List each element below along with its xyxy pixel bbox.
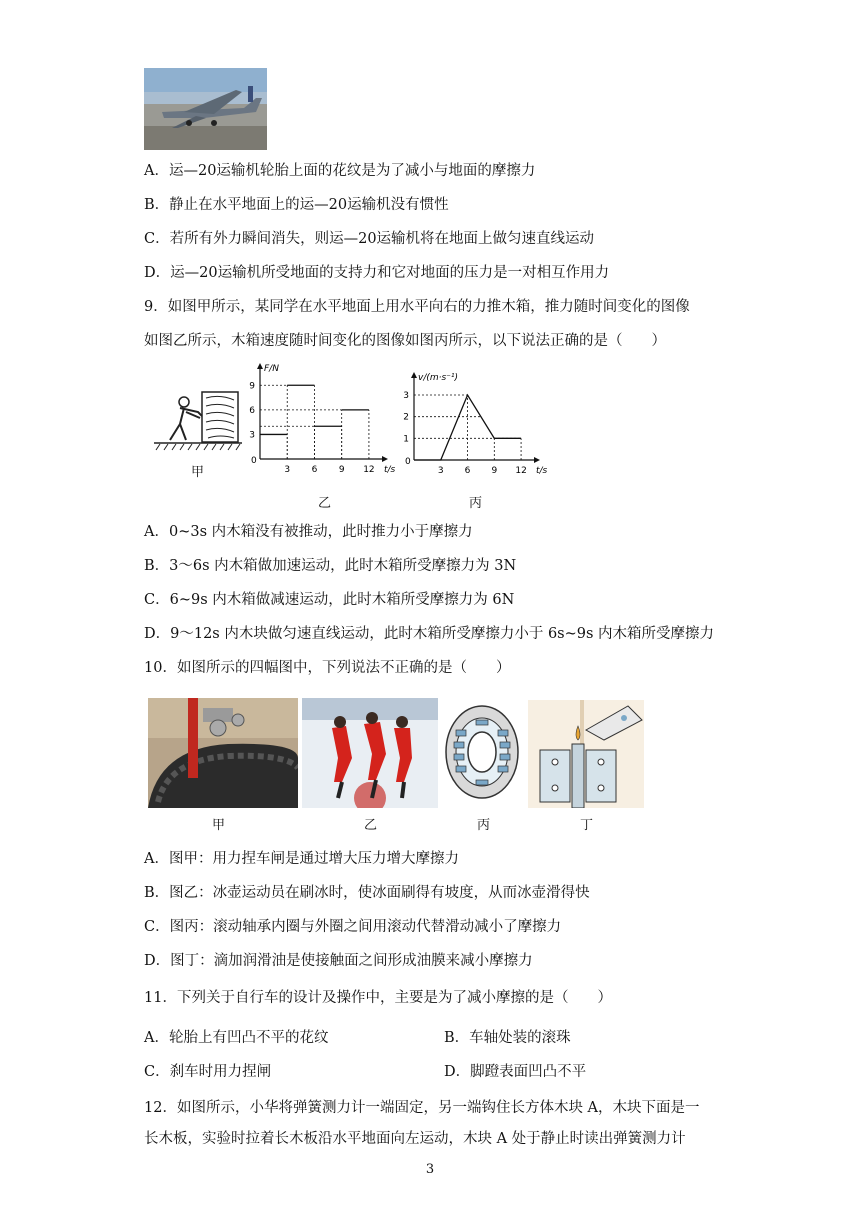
q10-option-b: B．图乙：冰壶运动员在刷冰时，使冰面刷得有坡度，从而冰壶滑得快 xyxy=(144,885,590,901)
y-tick-label: 1 xyxy=(403,434,409,445)
person-pushing-crate-figure xyxy=(150,388,246,454)
q12-stem-line2: 长木板，实验时拉着长木板沿水平地面向左运动，木块 A 处于静止时读出弹簧测力计 xyxy=(144,1131,686,1147)
fig-label-ding-10: 丁 xyxy=(580,818,594,833)
fig-label-bing-10: 丙 xyxy=(477,818,491,833)
q10-stem: 10．如图所示的四幅图中，下列说法不正确的是（ ） xyxy=(144,660,511,676)
y-tick-label: 2 xyxy=(403,412,409,423)
velocity-time-chart xyxy=(398,368,548,474)
y-axis-arrow xyxy=(257,363,263,369)
x-tick-label: 3 xyxy=(437,466,444,474)
q9-option-c: C．6~9s 内木箱做减速运动，此时木箱所受摩擦力为 6N xyxy=(144,592,515,608)
x-tick-label: 12 xyxy=(363,465,375,474)
fig-label-jia: 甲 xyxy=(191,465,205,480)
y-axis-label: F/N xyxy=(264,364,279,374)
q11-stem: 11．下列关于自行车的设计及操作中，主要是为了减小摩擦的是（ ） xyxy=(144,990,612,1006)
curling-photo xyxy=(302,698,438,808)
q11-option-a: A．轮胎上有凹凸不平的花纹 xyxy=(144,1030,329,1046)
x-tick-label: 6 xyxy=(311,465,318,474)
origin-label: 0 xyxy=(405,457,411,467)
q9-stem-line1: 9．如图甲所示，某同学在水平地面上用水平向右的力推木箱，推力随时间变化的图像 xyxy=(144,299,690,315)
q8-option-b: B．静止在水平地面上的运—20运输机没有惯性 xyxy=(144,197,449,213)
q9-option-b: B．3～6s 内木箱做加速运动，此时木箱所受摩擦力为 3N xyxy=(144,558,517,574)
fig-label-yi: 乙 xyxy=(318,496,332,511)
q11-option-d: D．脚蹬表面凹凸不平 xyxy=(444,1064,587,1080)
q10-option-a: A．图甲：用力捏车闸是通过增大压力增大摩擦力 xyxy=(144,851,459,867)
y-tick-label: 3 xyxy=(403,391,409,401)
fig-label-yi-10: 乙 xyxy=(364,818,378,833)
bearing-figure xyxy=(442,700,524,806)
page-number: 3 xyxy=(425,1162,435,1177)
q11-option-c: C．刹车时用力捏闸 xyxy=(144,1064,272,1080)
q12-stem-line1: 12．如图所示，小华将弹簧测力计一端固定，另一端钩住长方体木块 A，木块下面是一 xyxy=(144,1100,700,1116)
hinge-oiling-figure xyxy=(528,700,644,808)
q9-option-a: A．0~3s 内木箱没有被推动，此时推力小于摩擦力 xyxy=(144,524,473,540)
force-time-chart xyxy=(240,362,400,474)
bike-brake-photo xyxy=(148,698,298,808)
q9-stem-line2: 如图乙所示，木箱速度随时间变化的图像如图丙所示，以下说法正确的是（ ） xyxy=(144,333,666,349)
x-axis-arrow xyxy=(534,457,540,463)
fig-label-bing: 丙 xyxy=(469,496,483,511)
fig-label-jia-10: 甲 xyxy=(212,818,226,833)
x-axis-label: t/s xyxy=(384,465,396,474)
x-tick-label: 12 xyxy=(515,466,527,474)
q10-option-d: D．图丁：滴加润滑油是使接触面之间形成油膜来减小摩擦力 xyxy=(144,953,533,969)
q8-option-d: D．运—20运输机所受地面的支持力和它对地面的压力是一对相互作用力 xyxy=(144,265,610,281)
aircraft-photo xyxy=(144,68,267,150)
x-tick-label: 9 xyxy=(338,465,345,474)
x-tick-label: 9 xyxy=(491,466,498,474)
y-tick-label: 6 xyxy=(249,405,255,416)
q9-option-d: D．9～12s 内木块做匀速直线运动，此时木箱所受摩擦力小于 6s~9s 内木箱所受摩擦力 xyxy=(144,626,715,642)
x-axis-arrow xyxy=(382,456,388,462)
q10-option-c: C．图丙：滚动轴承内圈与外圈之间用滚动代替滑动减小了摩擦力 xyxy=(144,919,562,935)
q11-option-b: B．车轴处装的滚珠 xyxy=(444,1030,571,1046)
x-tick-label: 3 xyxy=(284,465,291,474)
q8-option-a: A．运—20运输机轮胎上面的花纹是为了减小与地面的摩擦力 xyxy=(144,163,536,179)
y-tick-label: 9 xyxy=(249,381,255,392)
origin-label: 0 xyxy=(251,456,257,466)
q8-option-c: C．若所有外力瞬间消失，则运—20运输机将在地面上做匀速直线运动 xyxy=(144,231,595,247)
y-tick-label: 3 xyxy=(249,430,255,441)
x-axis-label: t/s xyxy=(536,466,548,474)
x-tick-label: 6 xyxy=(464,466,471,474)
y-axis-arrow xyxy=(411,372,417,378)
y-axis-label: v/(m·s⁻¹) xyxy=(418,373,459,383)
